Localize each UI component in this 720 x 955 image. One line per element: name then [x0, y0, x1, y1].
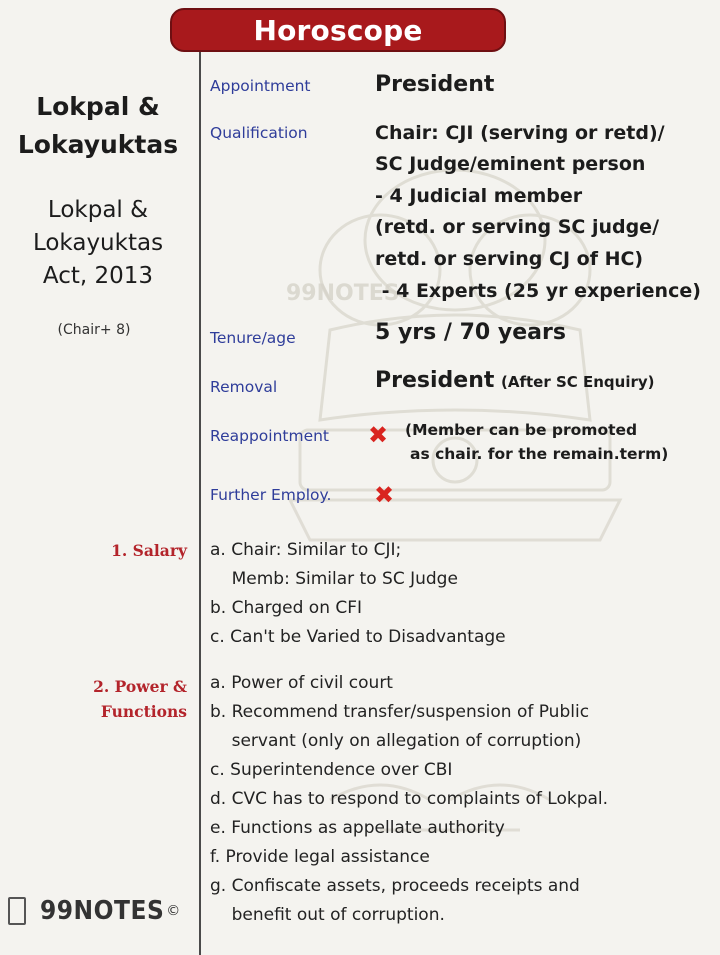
act-name-line3: Act, 2013 [42, 263, 154, 289]
removal-value-group [375, 366, 655, 397]
cross-icon: ✖ [374, 481, 395, 509]
reappointment-label: Reappointment [210, 427, 330, 445]
svg-text:99NOTES: 99NOTES [286, 281, 400, 306]
powers-item: servant (only on allegation of corruption) [210, 731, 582, 751]
cross-icon: ✖ [368, 421, 389, 449]
appointment-label: Appointment [210, 77, 311, 95]
salary-item: a. Chair: Similar to CJI; [210, 540, 402, 560]
removal-note: (After SC Enquiry) [501, 373, 655, 391]
powers-section-label-line2: Functions [100, 702, 187, 721]
tenure-label: Tenure/age [210, 329, 296, 347]
left-title-line1: Lokpal & [36, 92, 160, 121]
powers-item: e. Functions as appellate authority [210, 818, 505, 838]
qualification-line: retd. or serving CJ of HC) [375, 248, 644, 270]
appointment-value: President [375, 72, 495, 97]
salary-item: Memb: Similar to SC Judge [210, 569, 458, 589]
page-title: Horoscope [170, 8, 506, 52]
powers-item: b. Recommend transfer/suspension of Public [210, 702, 590, 722]
left-title-line2: Lokayuktas [17, 130, 179, 159]
reappointment-note-line2: as chair. for the remain.term) [410, 445, 669, 463]
powers-item: c. Superintendence over CBI [210, 760, 453, 780]
tenure-value: 5 yrs / 70 years [375, 320, 566, 345]
qualification-line: - 4 Experts (25 yr experience) [375, 280, 701, 302]
brand-logo [8, 896, 180, 926]
qualification-label: Qualification [210, 124, 308, 142]
removal-value: President [375, 368, 495, 393]
qualification-line: Chair: CJI (serving or retd)/ [375, 122, 665, 144]
powers-section-label-line1: 2. Power & [93, 677, 187, 696]
salary-item: b. Charged on CFI [210, 598, 363, 618]
powers-item: g. Confiscate assets, proceeds receipts and [210, 876, 580, 896]
qualification-line: (retd. or serving SC judge/ [375, 216, 660, 238]
column-divider [199, 50, 201, 955]
salary-item: c. Can't be Varied to Disadvantage [210, 627, 506, 647]
act-name-line1: Lokpal & [47, 197, 149, 223]
act-name-line2: Lokayuktas [32, 230, 164, 256]
removal-label: Removal [210, 378, 278, 396]
qualification-line: SC Judge/eminent person [375, 153, 646, 175]
brand-name: 99NOTES [40, 896, 165, 926]
powers-item: a. Power of civil court [210, 673, 393, 693]
composition-note: (Chair+ 8) [57, 322, 131, 338]
powers-item: f. Provide legal assistance [210, 847, 430, 867]
qualification-line: - 4 Judicial member [375, 185, 583, 207]
powers-item: d. CVC has to respond to complaints of Lokpal. [210, 789, 609, 809]
reappointment-note-line1: (Member can be promoted [405, 421, 638, 439]
notebook-icon [8, 897, 26, 925]
salary-section-label: 1. Salary [111, 541, 187, 560]
powers-item: benefit out of corruption. [210, 905, 445, 925]
copyright-mark: © [166, 903, 181, 919]
further-employ-label: Further Employ. [210, 486, 332, 504]
